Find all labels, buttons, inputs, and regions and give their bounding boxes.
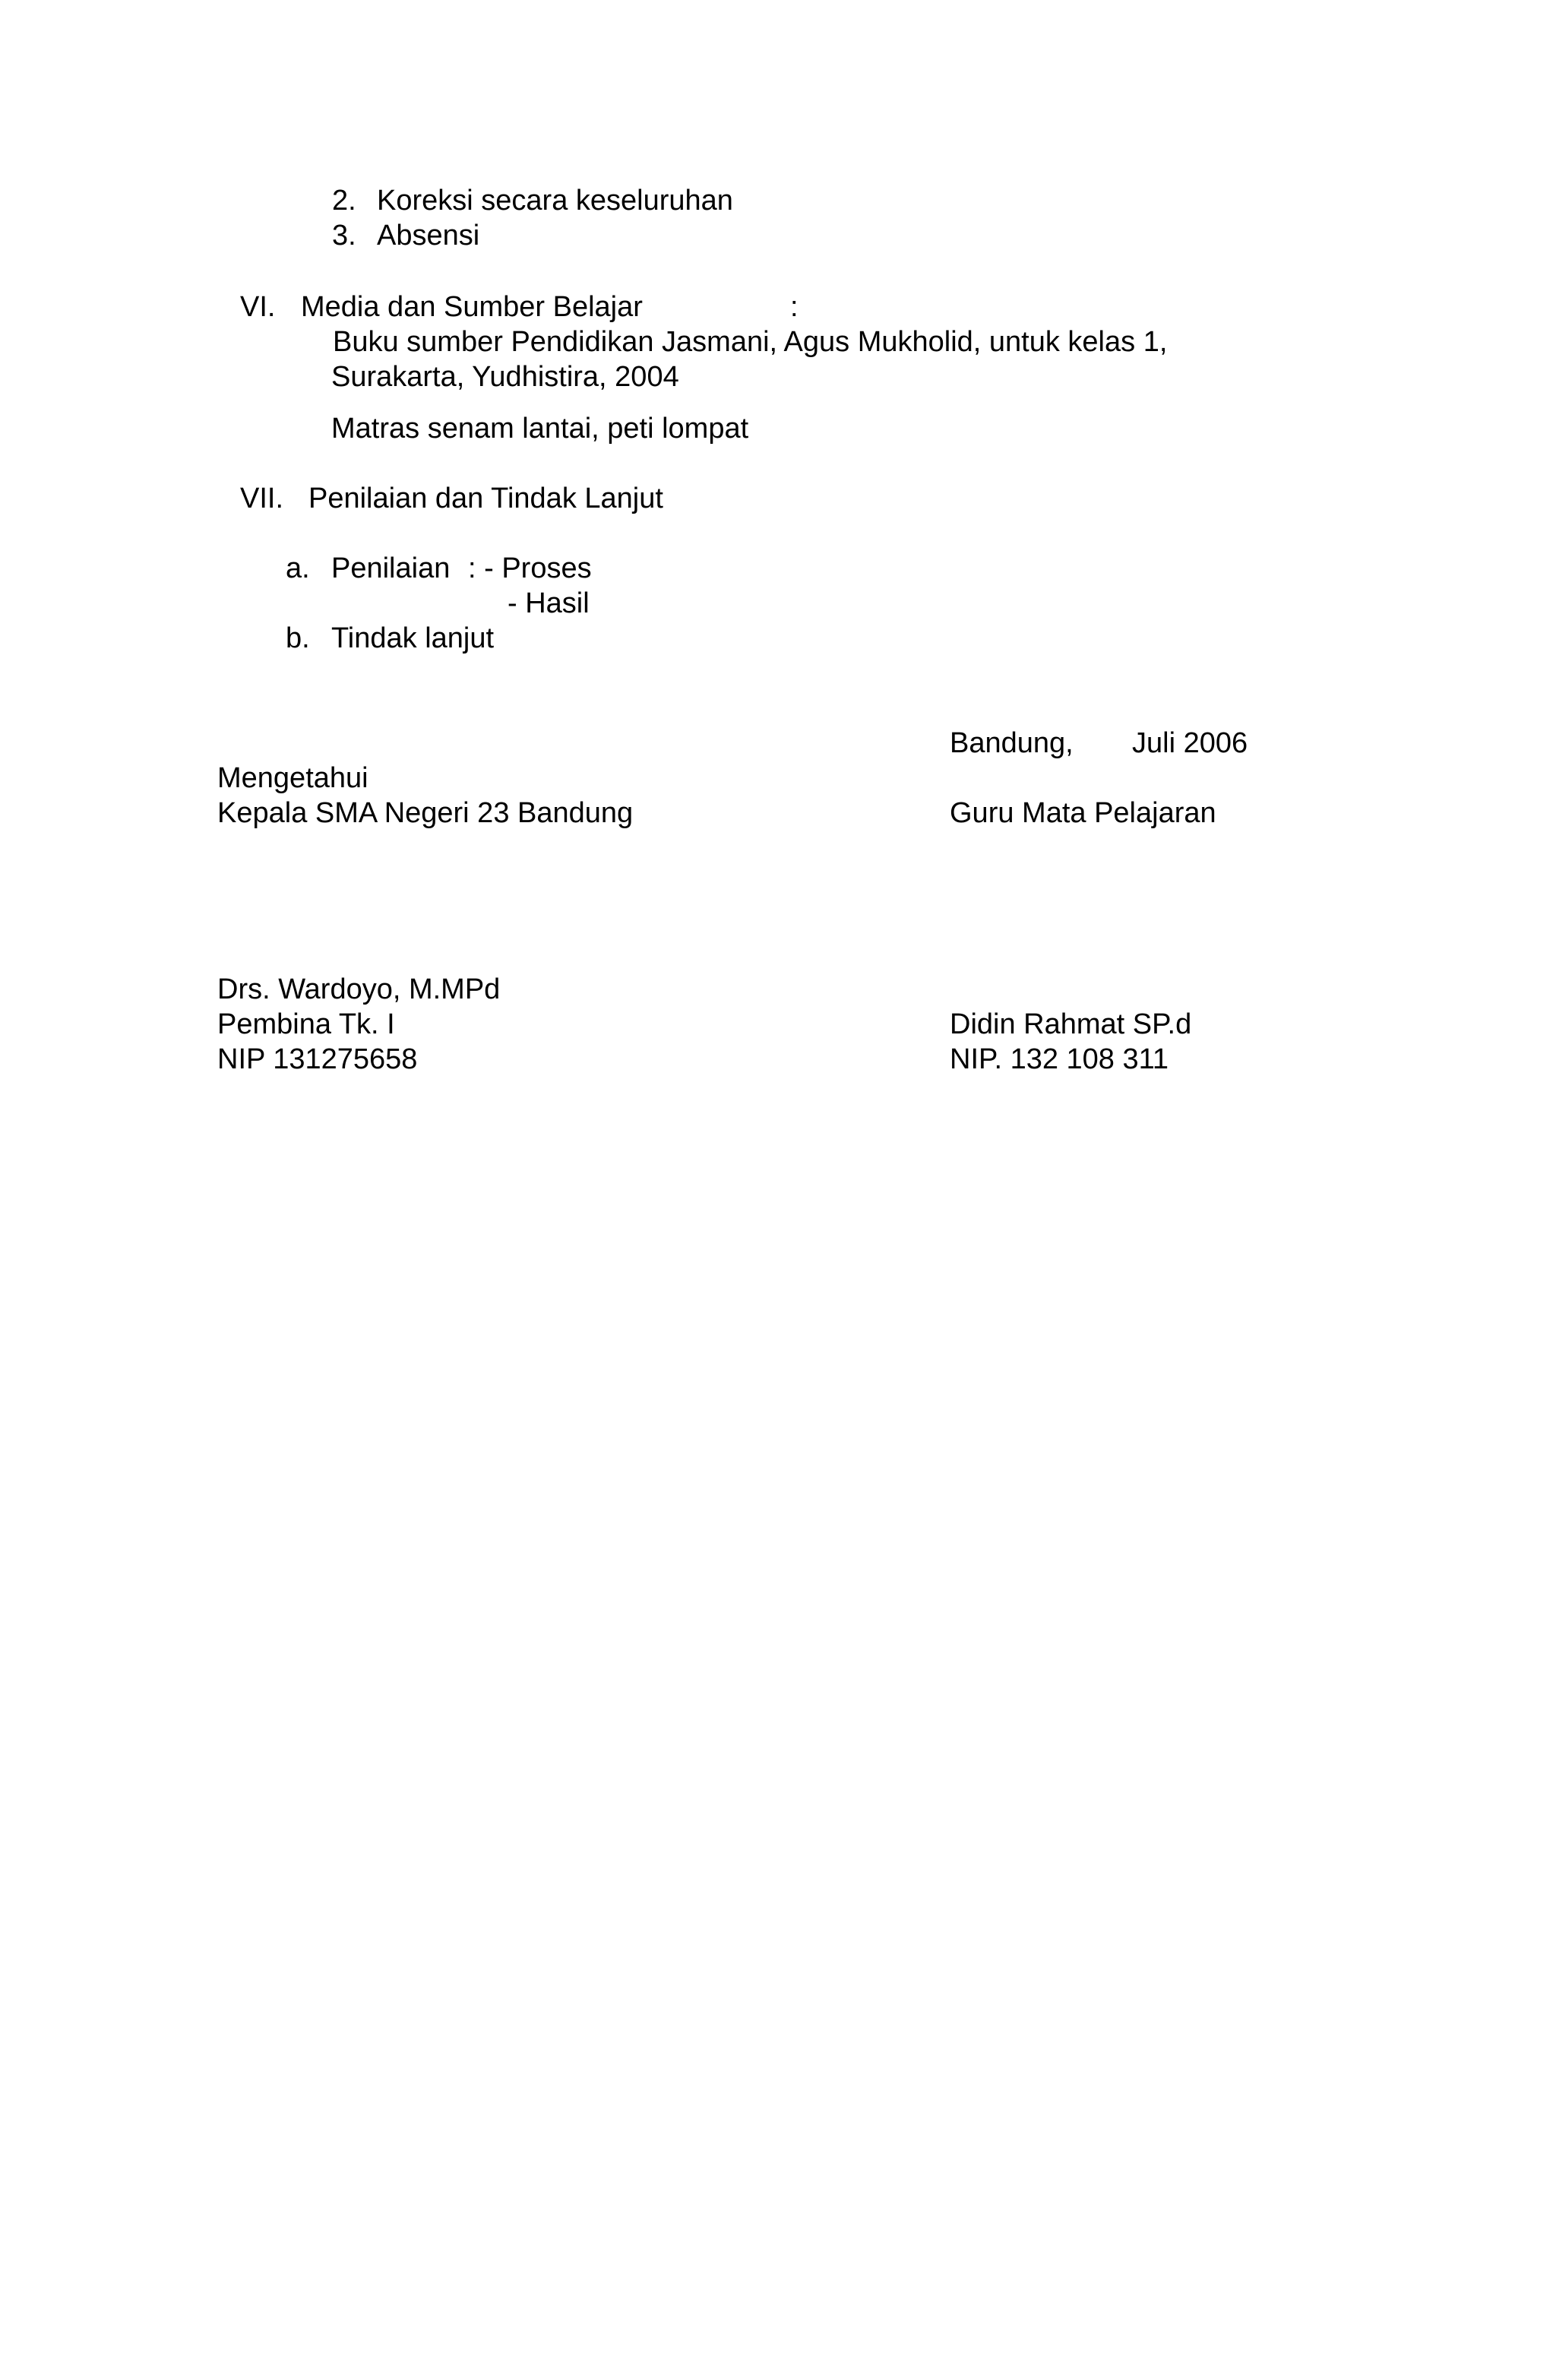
principal-rank: Pembina Tk. I [217,1008,395,1040]
list-number-3: 3. [332,220,356,252]
list-item-koreksi: Koreksi secara keseluruhan [377,185,733,217]
item-b-label: b. [286,622,310,654]
item-b-text: Tindak lanjut [331,622,495,654]
item-a-value-proses: : - Proses [468,552,592,584]
teacher-name: Didin Rahmat SP.d [950,1008,1192,1040]
signature-date: Juli 2006 [1132,727,1248,759]
item-a-label: a. [286,552,310,584]
section-vii-number: VII. [240,483,284,514]
list-item-absensi: Absensi [377,220,480,252]
list-number-2: 2. [332,185,356,217]
principal-nip: NIP 131275658 [217,1043,418,1075]
section-vi-colon: : [790,291,799,323]
item-a-value-hasil: - Hasil [508,587,590,619]
principal-role: Kepala SMA Negeri 23 Bandung [217,797,634,829]
book-source-line-1: Buku sumber Pendidikan Jasmani, Agus Mukholid, untuk kelas 1, [333,326,1168,358]
teacher-nip: NIP. 132 108 311 [950,1043,1169,1075]
section-vii-title: Penilaian dan Tindak Lanjut [308,483,663,514]
item-a-text: Penilaian [331,552,451,584]
signature-place: Bandung, [950,727,1074,759]
section-vi-number: VI. [240,291,276,323]
section-vi-title: Media dan Sumber Belajar [301,291,643,323]
book-source-line-2: Surakarta, Yudhistira, 2004 [331,361,679,393]
principal-name: Drs. Wardoyo, M.MPd [217,973,501,1005]
teacher-role: Guru Mata Pelajaran [950,797,1216,829]
equipment-line: Matras senam lantai, peti lompat [331,413,749,445]
acknowledge-label: Mengetahui [217,762,368,794]
